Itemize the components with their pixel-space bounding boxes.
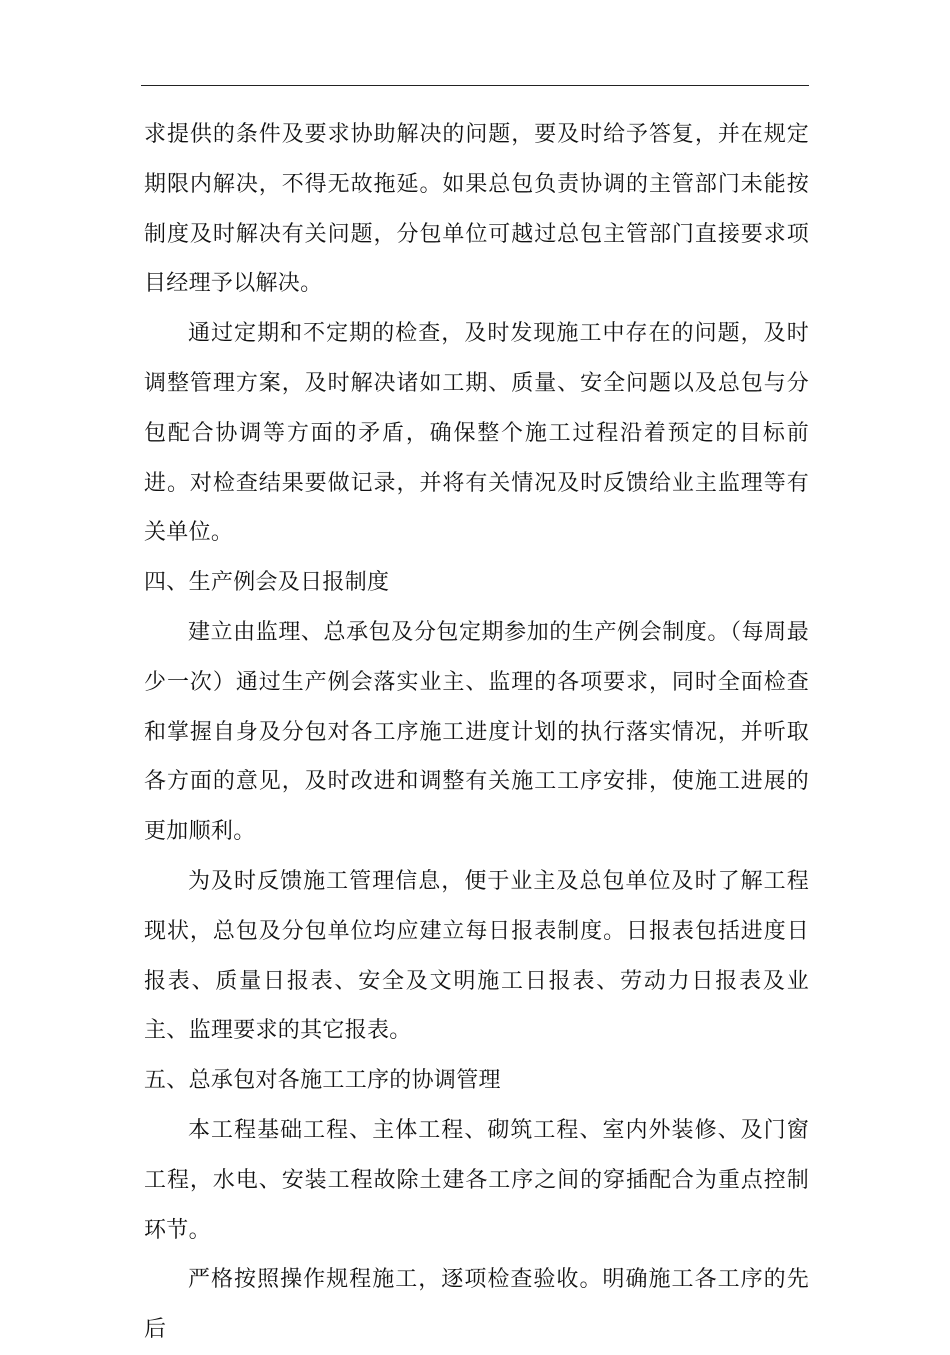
document-body bbox=[144, 110, 809, 1355]
paragraph-daily-report: 为及时反馈施工管理信息，便于业主及总包单位及时了解工程现状，总包及分包单位均应建立每日报表制度。日报表包括进度日报表、质量日报表、安全及文明施工日报表、劳动力日报表及业主、监理要求的其它报表。 bbox=[144, 868, 809, 1044]
section-heading-4: 四、生产例会及日报制度 bbox=[144, 570, 390, 596]
section-heading-5: 五、总承包对各施工工序的协调管理 bbox=[144, 1068, 501, 1094]
paragraph-key-control: 本工程基础工程、主体工程、砌筑工程、室内外装修、及门窗工程，水电、安装工程故除土建各工序之间的穿插配合为重点控制环节。 bbox=[144, 1117, 809, 1243]
paragraph-inspection: 通过定期和不定期的检查，及时发现施工中存在的问题，及时调整管理方案，及时解决诸如工期、质量、安全问题以及总包与分包配合协调等方面的矛盾，确保整个施工过程沿着预定的目标前进。对检查结果要做记录，并将有关情况及时反馈给业主监理等有关单位。 bbox=[144, 321, 809, 546]
paragraph-production-meeting: 建立由监理、总承包及分包定期参加的生产例会制度。（每周最少一次）通过生产例会落实业主、监理的各项要求，同时全面检查和掌握自身及分包对各工序施工进度计划的执行落实情况，并听取各方面的意见，及时改进和调整有关施工工序安排，使施工进展的更加顺利。 bbox=[144, 619, 809, 845]
header-rule bbox=[141, 85, 809, 86]
paragraph-continuation: 求提供的条件及要求协助解决的问题，要及时给予答复，并在规定期限内解决，不得无故拖延。如果总包负责协调的主管部门未能按制度及时解决有关问题，分包单位可越过总包主管部门直接要求项目经理予以解决。 bbox=[144, 122, 809, 297]
paragraph-procedures: 严格按照操作规程施工，逐项检查验收。明确施工各工序的先后 bbox=[144, 1267, 809, 1343]
